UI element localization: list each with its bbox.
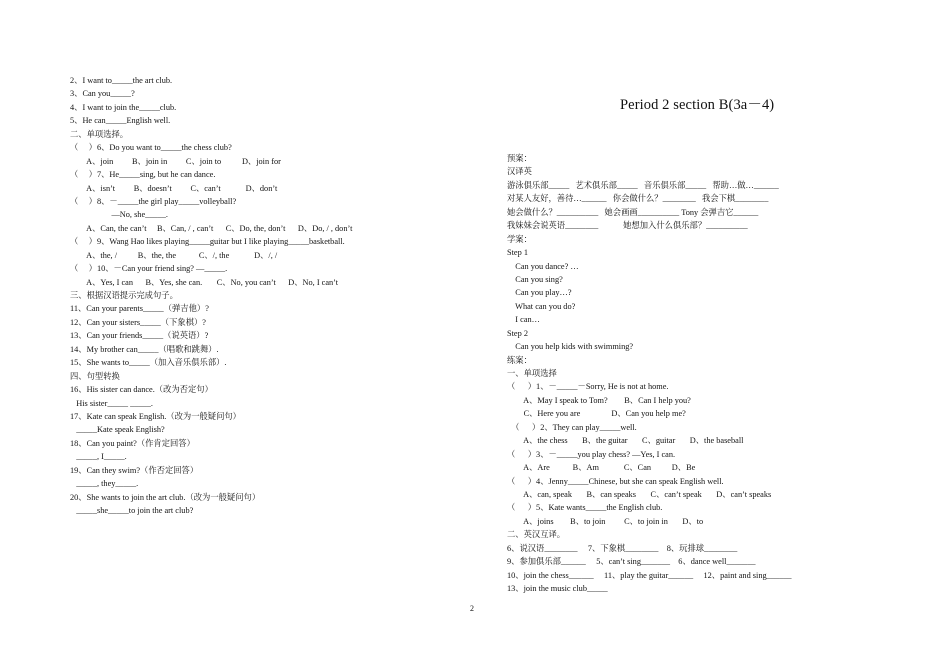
- left-column-line: 17、Kate can speak English.（改为一般疑问句）: [70, 411, 241, 421]
- left-column-line: 3、Can you_____?: [70, 89, 135, 99]
- left-column-line: （ ）10、－Can your friend sing? —_____.: [70, 264, 228, 274]
- right-column-line: 6、说汉语________ 7、下象棋________ 8、玩排球________: [507, 543, 738, 553]
- page-number: 2: [470, 604, 474, 613]
- left-column-line: 12、Can your sisters_____（下象棋）?: [70, 317, 206, 327]
- left-column-line: （ ）6、Do you want to_____the chess club?: [70, 143, 232, 153]
- right-column-line: 练案：: [507, 355, 532, 365]
- right-column-line: 我妹妹会说英语________ 她想加入什么俱乐部？__________: [507, 221, 748, 231]
- right-column-line: （ ）4、Jenny_____Chinese, but she can speak English well.: [507, 476, 724, 486]
- left-column-line: 11、Can your parents_____（弹吉他）?: [70, 304, 209, 314]
- left-column-line: —No, she_____.: [70, 210, 168, 220]
- left-column-line: （ ）8、－_____the girl play_____volleyball?: [70, 196, 237, 206]
- left-column-line: A、the, / B、the, the C、/, the D、/, /: [70, 250, 278, 260]
- right-column-line: （ ）1、－_____－Sorry, He is not at home.: [507, 382, 669, 392]
- left-column-line: 19、Can they swim?（作否定回答）: [70, 465, 199, 475]
- left-column-line: （ ）9、Wang Hao likes playing_____guitar but I like playing_____basketball.: [70, 237, 345, 247]
- right-column-line: A、Are B、Am C、Can D、Be: [507, 463, 696, 473]
- left-column-line: A、isn’t B、doesn’t C、can’t D、don’t: [70, 183, 278, 193]
- left-column: [70, 74, 470, 517]
- left-column-line: 20、She wants to join the art club.（改为一般疑问句）: [70, 492, 261, 502]
- left-column-line: 13、Can your friends_____（说英语）?: [70, 331, 209, 341]
- left-column-line: His sister_____ _____.: [70, 398, 153, 408]
- right-column-line: 一、单项选择: [507, 369, 557, 378]
- right-column-line: C、Here you are D、Can you help me?: [507, 409, 686, 419]
- page-title: Period 2 section B(3a－4): [620, 97, 775, 113]
- left-column-line: 2、I want to_____the art club.: [70, 76, 173, 85]
- right-column-line: 她会做什么？__________ 她会画画__________ Tony 会弹吉它______: [507, 207, 759, 217]
- right-column-line: 游泳俱乐部_____ 艺术俱乐部_____ 音乐俱乐部_____ 帮助…做…______: [507, 180, 779, 190]
- right-column-line: Can you play…?: [507, 288, 572, 298]
- left-column-line: 16、His sister can dance.（改为否定句）: [70, 385, 213, 395]
- right-column-line: I can…: [507, 315, 540, 325]
- right-column-line: A、can, speak B、can speaks C、can’t speak D、can’t speaks: [507, 489, 772, 499]
- right-column-line: Can you dance? …: [507, 261, 579, 271]
- right-column-line: （ ）5、Kate wants_____the English club.: [507, 503, 663, 513]
- right-column-line: A、May I speak to Tom? B、Can I help you?: [507, 395, 691, 405]
- left-column-line: A、Can, the can’t B、Can, / , can’t C、Do, the, don’t D、Do, / , don’t: [70, 223, 353, 233]
- left-column-line: 5、He can_____English well.: [70, 116, 171, 126]
- left-column-line: 二、单项选择。: [70, 129, 129, 139]
- left-column-line: 15、She wants to_____（加入音乐俱乐部）.: [70, 358, 227, 368]
- right-column-line: 预案：: [507, 154, 532, 163]
- left-column-line: _____, they_____.: [70, 479, 139, 489]
- right-column-line: 对某人友好，善待…______ 你会做什么？________ 我会下棋________: [507, 194, 769, 204]
- left-column-line: （ ）7、He_____sing, but he can dance.: [70, 170, 216, 180]
- right-column: [507, 152, 927, 595]
- left-column-line: A、join B、join in C、join to D、join for: [70, 156, 281, 166]
- left-column-line: 14、My brother can_____（唱歌和跳舞）.: [70, 344, 219, 354]
- right-column-line: What can you do?: [507, 301, 576, 311]
- left-column-line: _____, I_____.: [70, 452, 127, 462]
- right-column-line: 9、参加俱乐部______ 5、can’t sing_______ 6、dance well_______: [507, 557, 756, 567]
- right-column-line: 学案：: [507, 234, 532, 244]
- left-column-line: 18、Can you paint?（作肯定回答）: [70, 438, 195, 448]
- right-column-line: 汉译英: [507, 167, 532, 177]
- right-column-line: Step 1: [507, 248, 528, 258]
- right-column-line: 二、英汉互译。: [507, 530, 566, 540]
- left-column-line: A、Yes, I can B、Yes, she can. C、No, you can’t D、No, I can’t: [70, 277, 339, 287]
- right-column-line: （ ）2、They can play_____well.: [507, 422, 637, 432]
- right-column-line: Step 2: [507, 328, 528, 338]
- right-column-line: A、joins B、to join C、to join in D、to: [507, 516, 704, 526]
- right-column-line: Can you sing?: [507, 274, 563, 284]
- left-column-line: 4、I want to join the_____club.: [70, 102, 177, 112]
- right-column-line: 13、join the music club_____: [507, 584, 608, 593]
- left-column-line: 三、根据汉语提示完成句子。: [70, 291, 178, 300]
- right-column-line: A、the chess B、the guitar C、guitar D、the baseball: [507, 436, 744, 446]
- right-column-line: 10、join the chess______ 11、play the guitar______ 12、paint and sing______: [507, 570, 792, 580]
- right-column-line: （ ）3、－_____you play chess? —Yes, I can.: [507, 449, 676, 459]
- right-column-line: Can you help kids with swimming?: [507, 342, 634, 352]
- left-column-line: _____Kate speak English?: [70, 425, 165, 435]
- left-column-line: 四、句型转换: [70, 371, 120, 381]
- left-column-line: _____she_____to join the art club?: [70, 506, 194, 515]
